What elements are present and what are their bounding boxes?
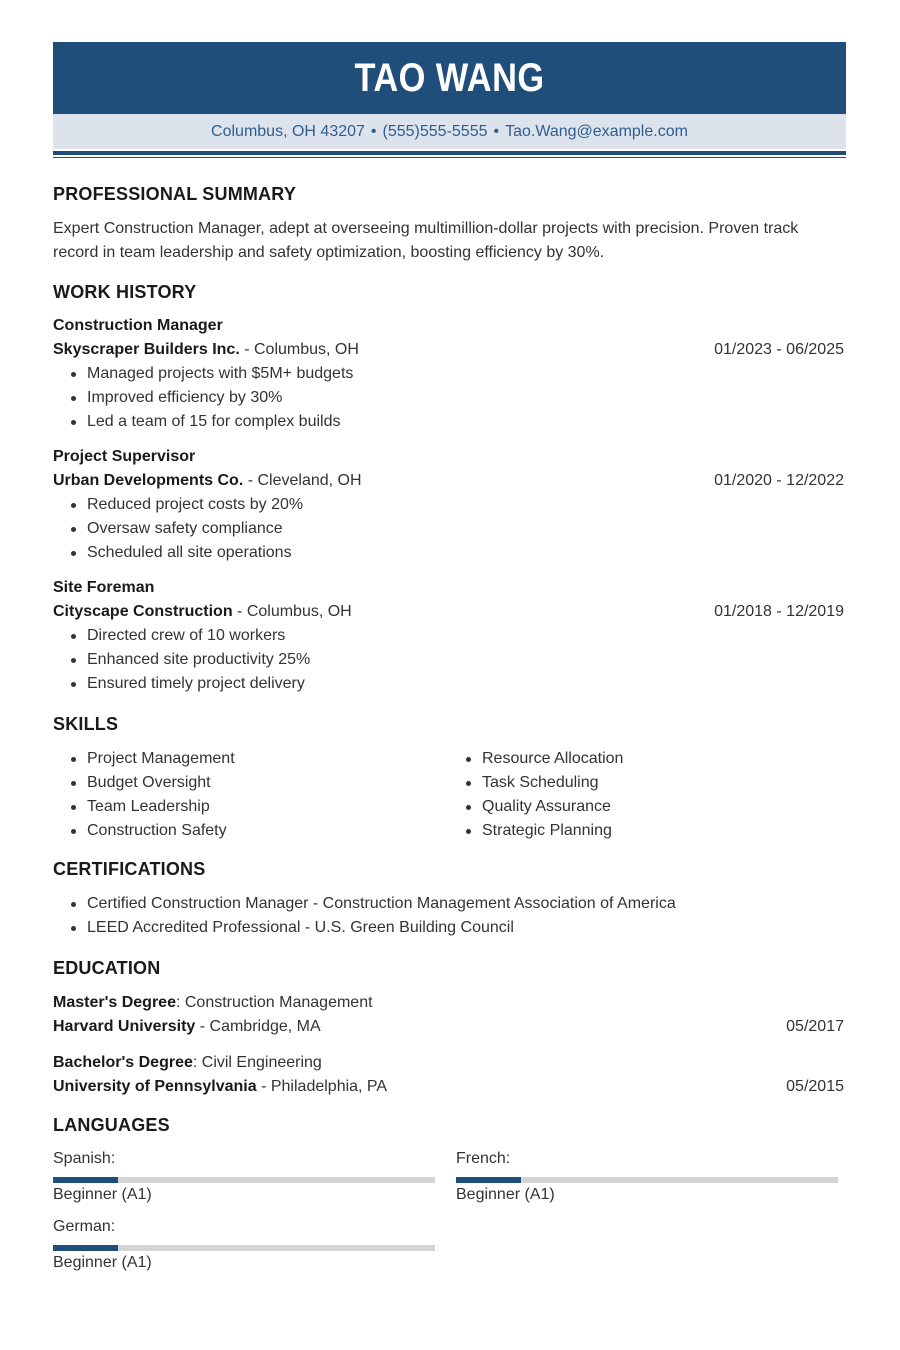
skill-item: Quality Assurance bbox=[448, 795, 838, 819]
education-date: 05/2015 bbox=[786, 1078, 844, 1095]
job-bullet: Ensured timely project delivery bbox=[53, 672, 310, 696]
education-field: : Construction Management bbox=[175, 994, 373, 1011]
job-employer-row bbox=[53, 600, 846, 624]
skill-item: Budget Oversight bbox=[53, 771, 443, 795]
education-location: - Philadelphia, PA bbox=[256, 1078, 388, 1095]
contact-phone[interactable]: (555)555-5555 bbox=[382, 122, 488, 140]
language-name: German: bbox=[53, 1218, 116, 1235]
skill-item: Team Leadership bbox=[53, 795, 443, 819]
education-school-row bbox=[53, 1075, 846, 1099]
skill-item: Strategic Planning bbox=[448, 819, 838, 843]
job-location: - Columbus, OH bbox=[232, 603, 352, 620]
education-degree-row bbox=[53, 1051, 322, 1075]
certifications-list bbox=[53, 892, 676, 940]
job-employer-row bbox=[53, 338, 846, 362]
job-company: Cityscape Construction bbox=[53, 603, 233, 620]
job-location: - Cleveland, OH bbox=[243, 472, 362, 489]
job-bullet: Oversaw safety compliance bbox=[53, 517, 303, 541]
education-location: - Cambridge, MA bbox=[195, 1018, 321, 1035]
certification-item: LEED Accredited Professional - U.S. Green Building Council bbox=[53, 916, 676, 940]
certifications-heading: CERTIFICATIONS bbox=[53, 859, 206, 879]
language-name: French: bbox=[456, 1150, 511, 1167]
language-level: Beginner (A1) bbox=[456, 1186, 555, 1203]
contact-separator: • bbox=[493, 122, 500, 140]
language-proficiency-fill bbox=[53, 1177, 118, 1183]
language-level: Beginner (A1) bbox=[53, 1254, 152, 1271]
education-school: University of Pennsylvania bbox=[53, 1078, 257, 1095]
job-bullet: Managed projects with $5M+ budgets bbox=[53, 362, 353, 386]
language-proficiency-bar bbox=[456, 1177, 838, 1183]
education-degree-row bbox=[53, 991, 373, 1015]
language-name: Spanish: bbox=[53, 1150, 116, 1167]
job-bullet: Reduced project costs by 20% bbox=[53, 493, 303, 517]
skills-list-left bbox=[53, 747, 443, 843]
contact-bar bbox=[53, 114, 846, 149]
job-bullets bbox=[53, 362, 353, 434]
certification-item: Certified Construction Manager - Construction Management Association of America bbox=[53, 892, 676, 916]
candidate-name: TAO WANG bbox=[354, 55, 545, 100]
languages-heading: LANGUAGES bbox=[53, 1115, 170, 1135]
job-bullet: Led a team of 15 for complex builds bbox=[53, 410, 353, 434]
job-bullet: Improved efficiency by 30% bbox=[53, 386, 353, 410]
education-school-row bbox=[53, 1015, 846, 1039]
language-proficiency-bar bbox=[53, 1177, 435, 1183]
resume-page bbox=[53, 42, 846, 158]
job-title: Project Supervisor bbox=[53, 448, 196, 465]
language-level: Beginner (A1) bbox=[53, 1186, 152, 1203]
job-employer-row bbox=[53, 469, 846, 493]
education-date: 05/2017 bbox=[786, 1018, 844, 1035]
language-proficiency-bar bbox=[53, 1245, 435, 1251]
education-heading: EDUCATION bbox=[53, 958, 161, 978]
job-dates: 01/2023 - 06/2025 bbox=[714, 341, 844, 358]
job-title: Site Foreman bbox=[53, 579, 155, 596]
education-field: : Civil Engineering bbox=[192, 1054, 322, 1071]
contact-location: Columbus, OH 43207 bbox=[211, 122, 365, 140]
language-proficiency-fill bbox=[456, 1177, 521, 1183]
contact-email[interactable]: Tao.Wang@example.com bbox=[505, 122, 688, 140]
job-bullet: Scheduled all site operations bbox=[53, 541, 303, 565]
skill-item: Task Scheduling bbox=[448, 771, 838, 795]
contact-separator: • bbox=[370, 122, 377, 140]
job-bullet: Enhanced site productivity 25% bbox=[53, 648, 310, 672]
job-dates: 01/2018 - 12/2019 bbox=[714, 603, 844, 620]
job-bullets bbox=[53, 624, 310, 696]
summary-heading: PROFESSIONAL SUMMARY bbox=[53, 184, 297, 204]
job-title: Construction Manager bbox=[53, 317, 223, 334]
education-degree: Bachelor's Degree bbox=[53, 1054, 193, 1071]
education-degree: Master's Degree bbox=[53, 994, 176, 1011]
job-dates: 01/2020 - 12/2022 bbox=[714, 472, 844, 489]
header-band bbox=[53, 42, 846, 114]
language-proficiency-fill bbox=[53, 1245, 118, 1251]
job-bullet: Directed crew of 10 workers bbox=[53, 624, 310, 648]
skills-list-right bbox=[448, 747, 838, 843]
header-rule-thick bbox=[53, 151, 846, 155]
header-rule-thin bbox=[53, 157, 846, 158]
summary-line: record in team leadership and safety optimization, boosting efficiency by 30%. bbox=[53, 244, 605, 261]
education-school: Harvard University bbox=[53, 1018, 196, 1035]
job-company: Urban Developments Co. bbox=[53, 472, 244, 489]
summary-line: Expert Construction Manager, adept at overseeing multimillion-dollar projects with precision. Proven track bbox=[53, 220, 799, 237]
skill-item: Project Management bbox=[53, 747, 443, 771]
skills-heading: SKILLS bbox=[53, 714, 119, 734]
job-location: - Columbus, OH bbox=[239, 341, 359, 358]
job-bullets bbox=[53, 493, 303, 565]
skill-item: Resource Allocation bbox=[448, 747, 838, 771]
work-history-heading: WORK HISTORY bbox=[53, 282, 197, 302]
job-company: Skyscraper Builders Inc. bbox=[53, 341, 240, 358]
skill-item: Construction Safety bbox=[53, 819, 443, 843]
